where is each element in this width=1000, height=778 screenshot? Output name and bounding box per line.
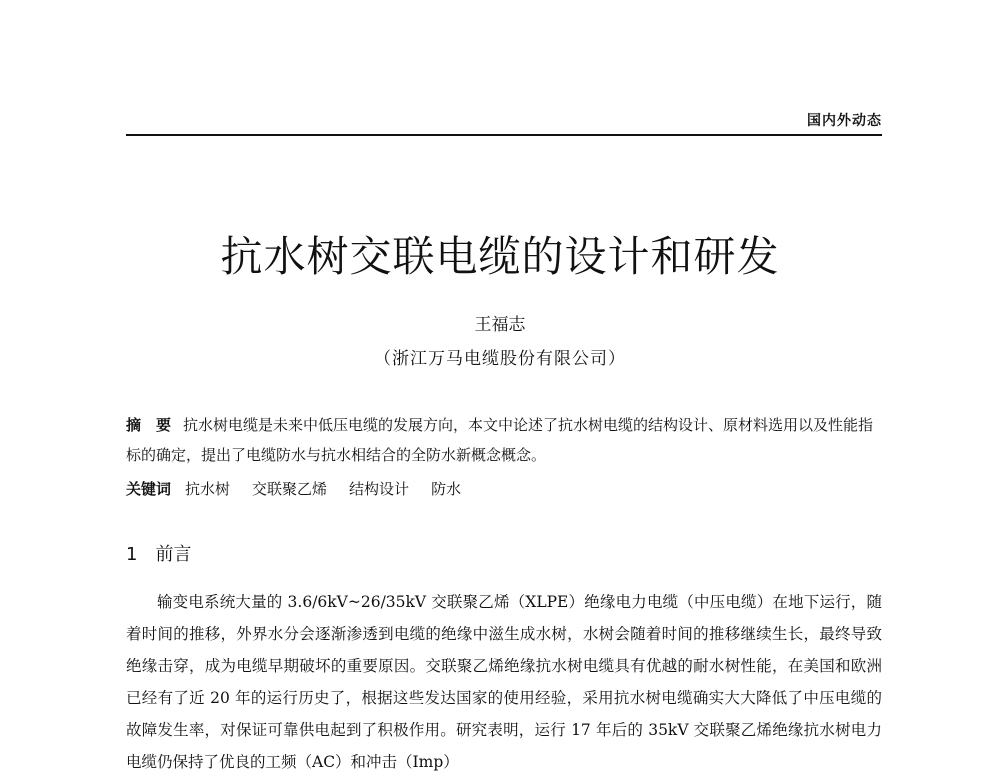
- section-body-paragraph: 输变电系统大量的 3.6/6kV~26/35kV 交联聚乙烯（XLPE）绝缘电力电缆（中压电缆）在地下运行，随着时间的推移，外界水分会逐渐渗透到电缆的绝缘中滋生成水树，水树会随着时间的推移继续生长，最终导致绝缘击穿，成为电缆早期破坏的重要原因。交联聚乙烯绝缘抗水树电缆具有优越的耐水树性能，在美国和欧洲已经有了近 20 年的运行历史了，根据这些发达国家的使用经验，采用抗水树电缆确实大大降低了中压电缆的故障发生率，对保证可靠供电起到了积极作用。研究表明，运行 17 年后的 35kV 交联聚乙烯绝缘抗水树电力电缆仍保持了优良的工频（AC）和冲击（Imp）: [126, 593, 882, 771]
- header-divider: [126, 134, 882, 136]
- keyword-item: 结构设计: [349, 480, 410, 498]
- abstract: [126, 410, 882, 470]
- keywords-label: 关键词: [126, 480, 172, 498]
- section-number: 1: [126, 544, 138, 565]
- keywords: [126, 476, 882, 502]
- author-name: 王福志: [474, 315, 526, 335]
- paper-title: 抗水树交联电缆的设计和研发: [220, 232, 780, 281]
- keyword-item: 抗水树: [185, 480, 231, 498]
- keyword-item: 防水: [431, 480, 462, 498]
- section-heading: [126, 540, 191, 566]
- journal-section-label: 国内外动态: [807, 113, 882, 129]
- author-affiliation: （浙江万马电缆股份有限公司）: [374, 349, 626, 369]
- section-title: 前言: [155, 544, 192, 565]
- abstract-label: 摘 要: [126, 416, 172, 434]
- abstract-text: 抗水树电缆是未来中低压电缆的发展方向，本文中论述了抗水树电缆的结构设计、原材料选用以及性能指标的确定，提出了电缆防水与抗水相结合的全防水新概念概念。: [126, 416, 874, 464]
- keyword-item: 交联聚乙烯: [252, 480, 328, 498]
